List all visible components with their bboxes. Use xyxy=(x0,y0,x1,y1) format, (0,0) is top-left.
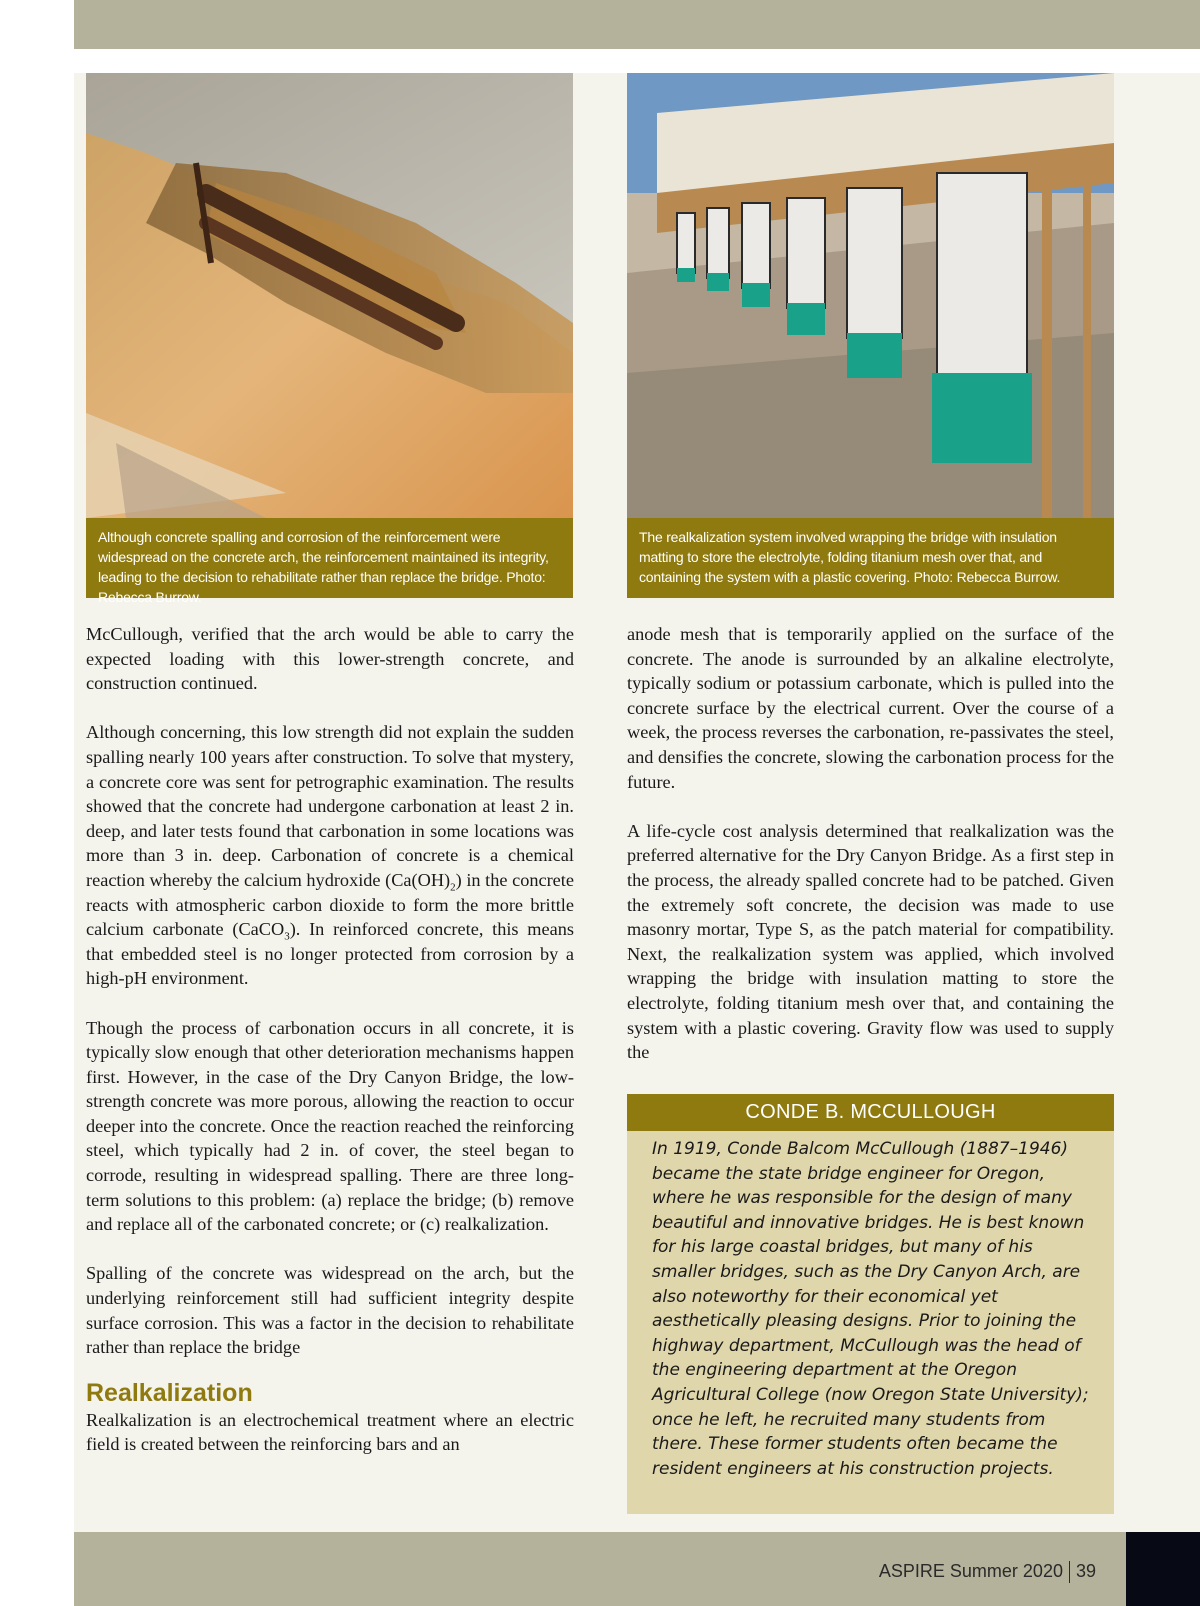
paragraph: Although concerning, this low strength did not explain the sudden spalling nearly 100 years after construction. To solve that mystery, a concrete core was sent for petrographic examination. The results showed that the concrete had undergone carbonation at least 2 in. deep, and later tests found that carbonation in some locations was more than 3 in. deep. Carbonation of concrete is a chemical reaction whereby the calcium hydroxide $(Ca(OH)_2)$ in the concrete reacts with atmospheric carbon dioxide to form the more brittle calcium carbonate (CaCO$_3$). In reinforced concrete, this means that embedded steel is no longer protected from corrosion by a high-pH environment. xyxy=(86,722,574,989)
wrapped-columns-illustration xyxy=(627,73,1114,518)
paragraph: anode mesh that is temporarily applied on the surface of the concrete. The anode is surrounded by an alkaline electrolyte, typically sodium or potassium carbonate, which is pulled into the concrete surface by the electrical current. Over the course of a week, the process reverses the carbonation, re-passivates the steel, and densifies the concrete, slowing the carbonation process for the future. xyxy=(627,624,1114,792)
folio xyxy=(879,1561,1096,1583)
photo-caption: Although concrete spalling and corrosion of the reinforcement were widespread on the concrete arch, the reinforcement maintained its integrity, leading to the decision to rehabilitate rather than replace the bridge. Photo: Rebecca Burrow. xyxy=(86,518,573,598)
header-band xyxy=(74,0,1200,49)
article-column-left xyxy=(86,622,574,1482)
paragraph: McCullough, verified that the arch would be able to carry the expected loading with this lower-strength concrete, and construction continued. xyxy=(86,624,574,694)
sidebar-title: CONDE B. MCCULLOUGH xyxy=(627,1094,1114,1131)
page-margin xyxy=(0,0,74,1606)
page-number: 39 xyxy=(1075,1561,1096,1581)
paragraph: A life-cycle cost analysis determined that realkalization was the preferred alternative for the Dry Canyon Bridge. As a first step in the process, the already spalled concrete had to be patched. Given the extremely soft concrete, the decision was made to use masonry mortar, Type S, as the patch material for compatibility. Next, the realkalization system was applied, which involved wrapping the bridge with insulation matting to store the electrolyte, folding titanium mesh over that, and containing the system with a plastic covering. Gravity flow was used to supply the xyxy=(627,820,1114,1063)
photo-spalled-arch xyxy=(86,73,573,518)
publication-name: ASPIRE Summer 2020 xyxy=(878,1561,1063,1581)
photo-caption: The realkalization system involved wrapping the bridge with insulation matting to store the electrolyte, folding titanium mesh over that, and containing the system with a plastic covering. Photo: Rebecca Burrow. xyxy=(627,518,1114,598)
paragraph: Realkalization is an electrochemical treatment where an electric field is created between the reinforcing bars and an xyxy=(86,1409,574,1455)
paragraph: Though the process of carbonation occurs in all concrete, it is typically slow enough that other deterioration mechanisms happen first. However, in the case of the Dry Canyon Bridge, the low-strength concrete was more porous, allowing the reaction to occur deeper into the concrete. Once the reaction reached the reinforcing steel, which typically had 2 in. of cover, the steel began to corrode, resulting in widespread spalling. There are three long-term solutions to this problem: (a) replace the bridge; (b) remove and replace all of the carbonated concrete; or (c) realkalization. xyxy=(86,1017,574,1235)
sidebar-body: In 1919, Conde Balcom McCullough (1887–1946) became the state bridge engineer for Oregon, where he was responsible for the design of many beautiful and innovative bridges. He is best known for his large coastal bridges, but many of his smaller bridges, such as the Dry Canyon Arch, are also noteworthy for their economical yet aesthetically pleasing designs. Prior to joining the highway department, McCullough was the head of the engineering department at the Oregon Agricultural College (now Oregon State University); once he left, he recruited many students from there. These former students often became the resident engineers at his construction projects. xyxy=(652,1139,1089,1479)
paragraph: Spalling of the concrete was widespread on the arch, but the underlying reinforcement still had sufficient integrity despite surface corrosion. This was a factor in the decision to rehabilitate rather than replace the bridge xyxy=(86,1263,574,1358)
folio-divider xyxy=(1069,1561,1070,1583)
article-column-right xyxy=(627,622,1114,1089)
sidebar-box xyxy=(627,1094,1114,1514)
footer-band xyxy=(74,1532,1126,1606)
corner-block xyxy=(1126,1532,1200,1606)
photo-wrapped-columns xyxy=(627,73,1114,518)
spalled-arch-illustration xyxy=(86,73,573,518)
section-heading: Realkalization xyxy=(86,1378,253,1407)
